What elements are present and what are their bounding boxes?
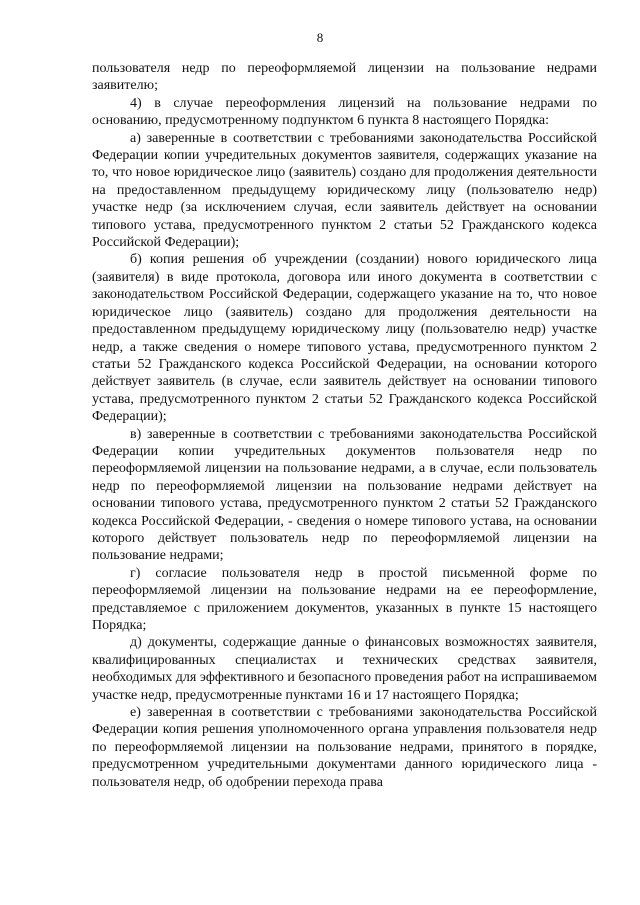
document-body [92,60,597,791]
paragraph-item-4: 4) в случае переоформления лицензий на пользование недрами по основанию, предусмотренному подпунктом 6 пункта 8 настоящего Порядка: [92,95,597,129]
paragraph-subitem-e: е) заверенная в соответствии с требованиями законодательства Российской Федерации копия решения уполномоченного органа управления пользователя недр по переоформляемой лицензии на пользование недрами, принятого в порядке, предусмотренном учредительными документами данного юридического лица - пользователя недр, об одобрении перехода права [92,705,597,790]
page-number: 8 [316,30,324,45]
paragraph-continuation: пользователя недр по переоформляемой лицензии на пользование недрами заявителю; [92,61,597,94]
paragraph-subitem-b: б) копия решения об учреждении (создании) нового юридического лица (заявителя) в виде протокола, договора или иного документа в соответствии с законодательством Российской Федерации, содержащего указание на то, что новое юридическое лицо (заявитель) создано для продолжения деятельности на предоставленном предыдущему юридическому лицу (пользователю недр) участке недр, а также сведения о номере типового устава, предусмотренного пунктом 2 статьи 52 Гражданского кодекса Российской Федерации, на основании которого действует заявитель (в случае, если заявитель действует на основании типового устава, предусмотренного пунктом 2 статьи 52 Гражданского кодекса Российской Федерации); [92,252,597,425]
paragraph-subitem-a: а) заверенные в соответствии с требованиями законодательства Российской Федерации копии учредительных документов заявителя, содержащих указание на то, что новое юридическое лицо (заявитель) создано для продолжения деятельности на предоставленном предыдущему юридическому лицу (пользователю недр) участке недр (за исключением случая, если заявитель действует на основании типового устава, предусмотренного пунктом 2 статьи 52 Гражданского кодекса Российской Федерации); [92,130,597,251]
paragraph-subitem-d: д) документы, содержащие данные о финансовых возможностях заявителя, квалифицированных специалистах и технических средствах заявителя, необходимых для эффективного и безопасного проведения работ на испрашиваемом участке недр, предусмотренные пунктами 16 и 17 настоящего Порядка; [92,635,597,703]
paragraph-subitem-g: г) согласие пользователя недр в простой письменной форме по переоформляемой лицензии на пользование недрами на ее переоформление, представляемое с приложением документов, указанных в пункте 15 настоящего Порядка; [92,565,597,633]
paragraph-subitem-v: в) заверенные в соответствии с требованиями законодательства Российской Федерации копии учредительных документов пользователя недр по переоформляемой лицензии на пользование недрами, а в случае, если пользователь недр по переоформляемой лицензии на пользование недрами действует на основании типового устава, предусмотренного пунктом 2 статьи 52 Гражданского кодекса Российской Федерации, - сведения о номере типового устава, на основании которого действует пользователь недр по переоформляемой лицензии на пользование недрами; [92,426,597,564]
